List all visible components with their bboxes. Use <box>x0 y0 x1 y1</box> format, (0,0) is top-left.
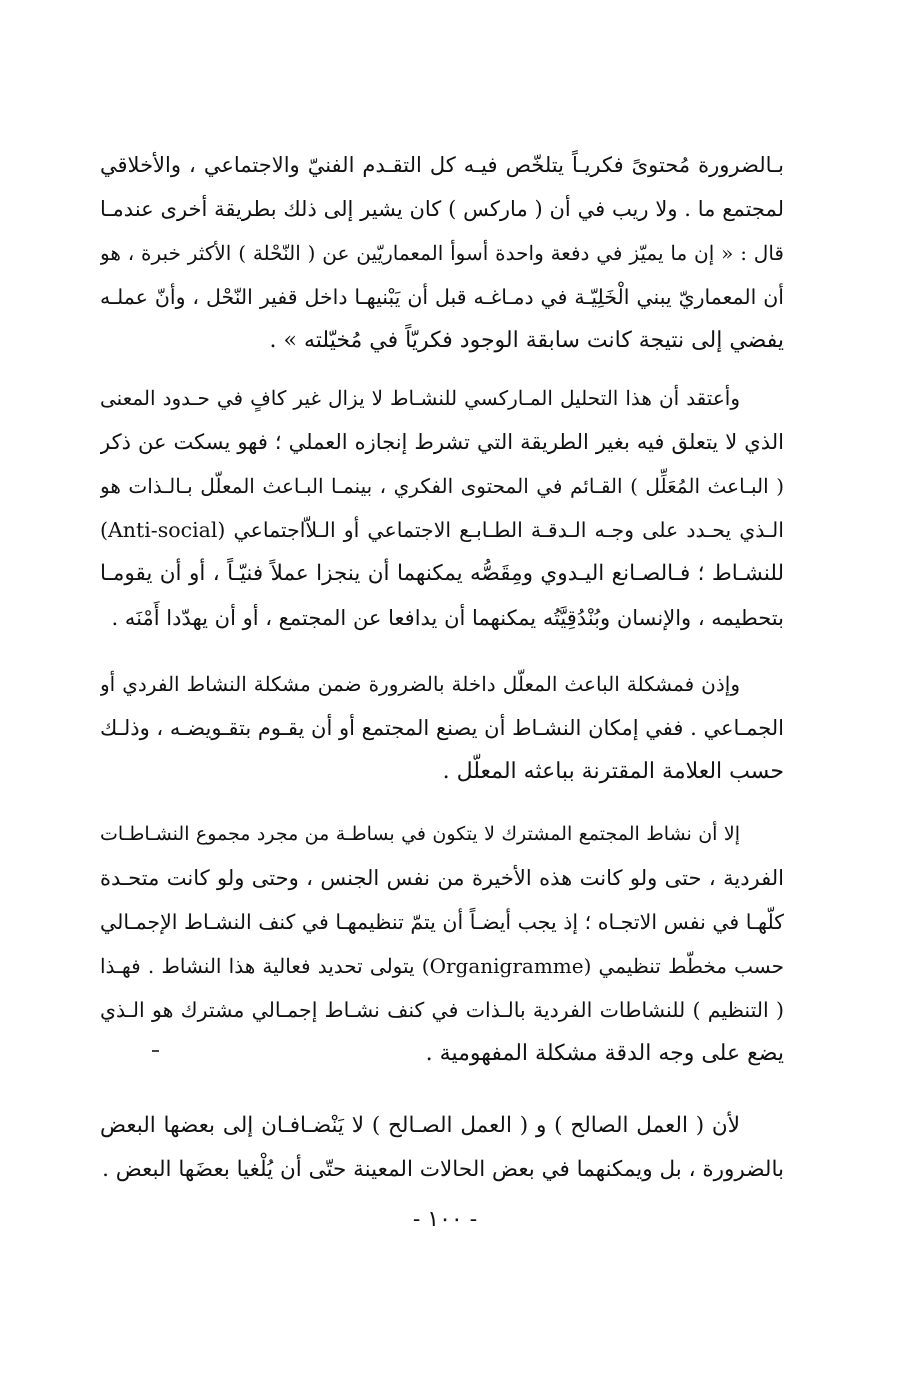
text-line: ( البـاعث المُعَلِّل ) القـائم في المحتوى الفكري ، بينمـا البـاعث المعلّل بـالـذات هو <box>100 474 784 498</box>
text-line: حسب مخطّط تنظيمي (Organigramme) يتولى تحديد فعالية هذا النشاط . فهـذا <box>100 954 784 978</box>
text-line: وإذن فمشكلة الباعث المعلّل داخلة بالضرورة ضمن مشكلة النشاط الفردي أو <box>100 672 740 696</box>
text-line: الذي لا يتعلق فيه بغير الطريقة التي تشرط إنجازه العملي ؛ فهو يسكت عن ذكر <box>100 430 784 454</box>
text-line: بالضرورة ، بل ويمكنهما في بعض الحالات المعينة حتّى أن يُلْغيا بعضَها البعض . <box>102 1157 784 1182</box>
text-line: الـذي يحـدد على وجـه الـدقـة الطـابـع الاجتماعي أو الـلاّاجتماعي (Anti-social) <box>100 518 784 542</box>
text-line: يضع على وجه الدقة مشكلة المفهومية . <box>425 1041 784 1066</box>
paragraph-1 <box>100 143 784 363</box>
text-line: وأعتقد أن هذا التحليل المـاركسي للنشـاط لا يزال غير كافٍ في حـدود المعنى <box>100 386 740 410</box>
paragraph-4 <box>100 812 784 1076</box>
text-line: كلّهـا في نفس الاتجـاه ؛ إذ يجب أيضـاً أن يتمّ تنظيمهـا في كنف النشـاط الإجمـالي <box>100 910 784 934</box>
text-line: قال : « إن ما يميّز في دفعة واحدة أسوأ المعماريّين عن ( النّحْلة ) الأكثر خبرة ، هو <box>100 241 784 265</box>
paragraph-2 <box>100 376 784 640</box>
text-line: الجمـاعي . ففي إمكان النشـاط أن يصنع المجتمع أو أن يقـوم بتقـويضـه ، وذلـك <box>100 716 784 740</box>
text-line: بـالضرورة مُحتوىً فكريـاً يتلخّص فيـه كل التقـدم الفنيّ والاجتماعي ، والأخلاقي <box>100 153 784 177</box>
text-line: حسب العلامة المقترنة بباعثه المعلّل . <box>442 759 784 784</box>
paragraph-5 <box>100 1104 784 1192</box>
page-number: - ١٠٠ - <box>412 1207 478 1232</box>
text-line: ( التنظيم ) للنشاطات الفردية بالـذات في كنف نشـاط إجمـالي مشترك هو الـذي <box>100 998 784 1022</box>
ink-speck <box>152 1050 159 1052</box>
text-line: للنشـاط ؛ فـالصـانع اليـدوي ومِقَصُّه يمكنهما أن ينجزا عملاً فنيّـاً ، أو أن يقومـا <box>100 561 784 586</box>
text-line: الفردية ، حتى ولو كانت هذه الأخيرة من نفس الجنس ، وحتى ولو كانت متحـدة <box>100 866 784 890</box>
text-line: لأن ( العمل الصالح ) و ( العمل الصـالح ) لا يَنْضـافـان إلى بعضها البعض <box>100 1113 740 1138</box>
text-line: إلا أن نشاط المجتمع المشترك لا يتكون في بساطـة من مجرد مجموع النشـاطـات <box>100 823 740 845</box>
text-line: يفضي إلى نتيجة كانت سابقة الوجود فكريّاً في مُخيّلته » . <box>269 328 784 353</box>
text-line: لمجتمع ما . ولا ريب في أن ( ماركس ) كان يشير إلى ذلك بطريقة أخرى عندمـا <box>100 197 784 221</box>
text-line: أن المعماريّ يبني الْخَلِيّـة في دمـاغـه قبل أن يَبْنيهـا داخل قفير النّحْل ، وأنّ عملـه <box>100 285 784 309</box>
text-line: بتحطيمه ، والإنسان وبُنْدُقِيَّتُه يمكنهما أن يدافعا عن المجتمع ، أو أن يهدّدا أَمْنَه . <box>111 606 784 630</box>
paragraph-3 <box>100 662 784 794</box>
